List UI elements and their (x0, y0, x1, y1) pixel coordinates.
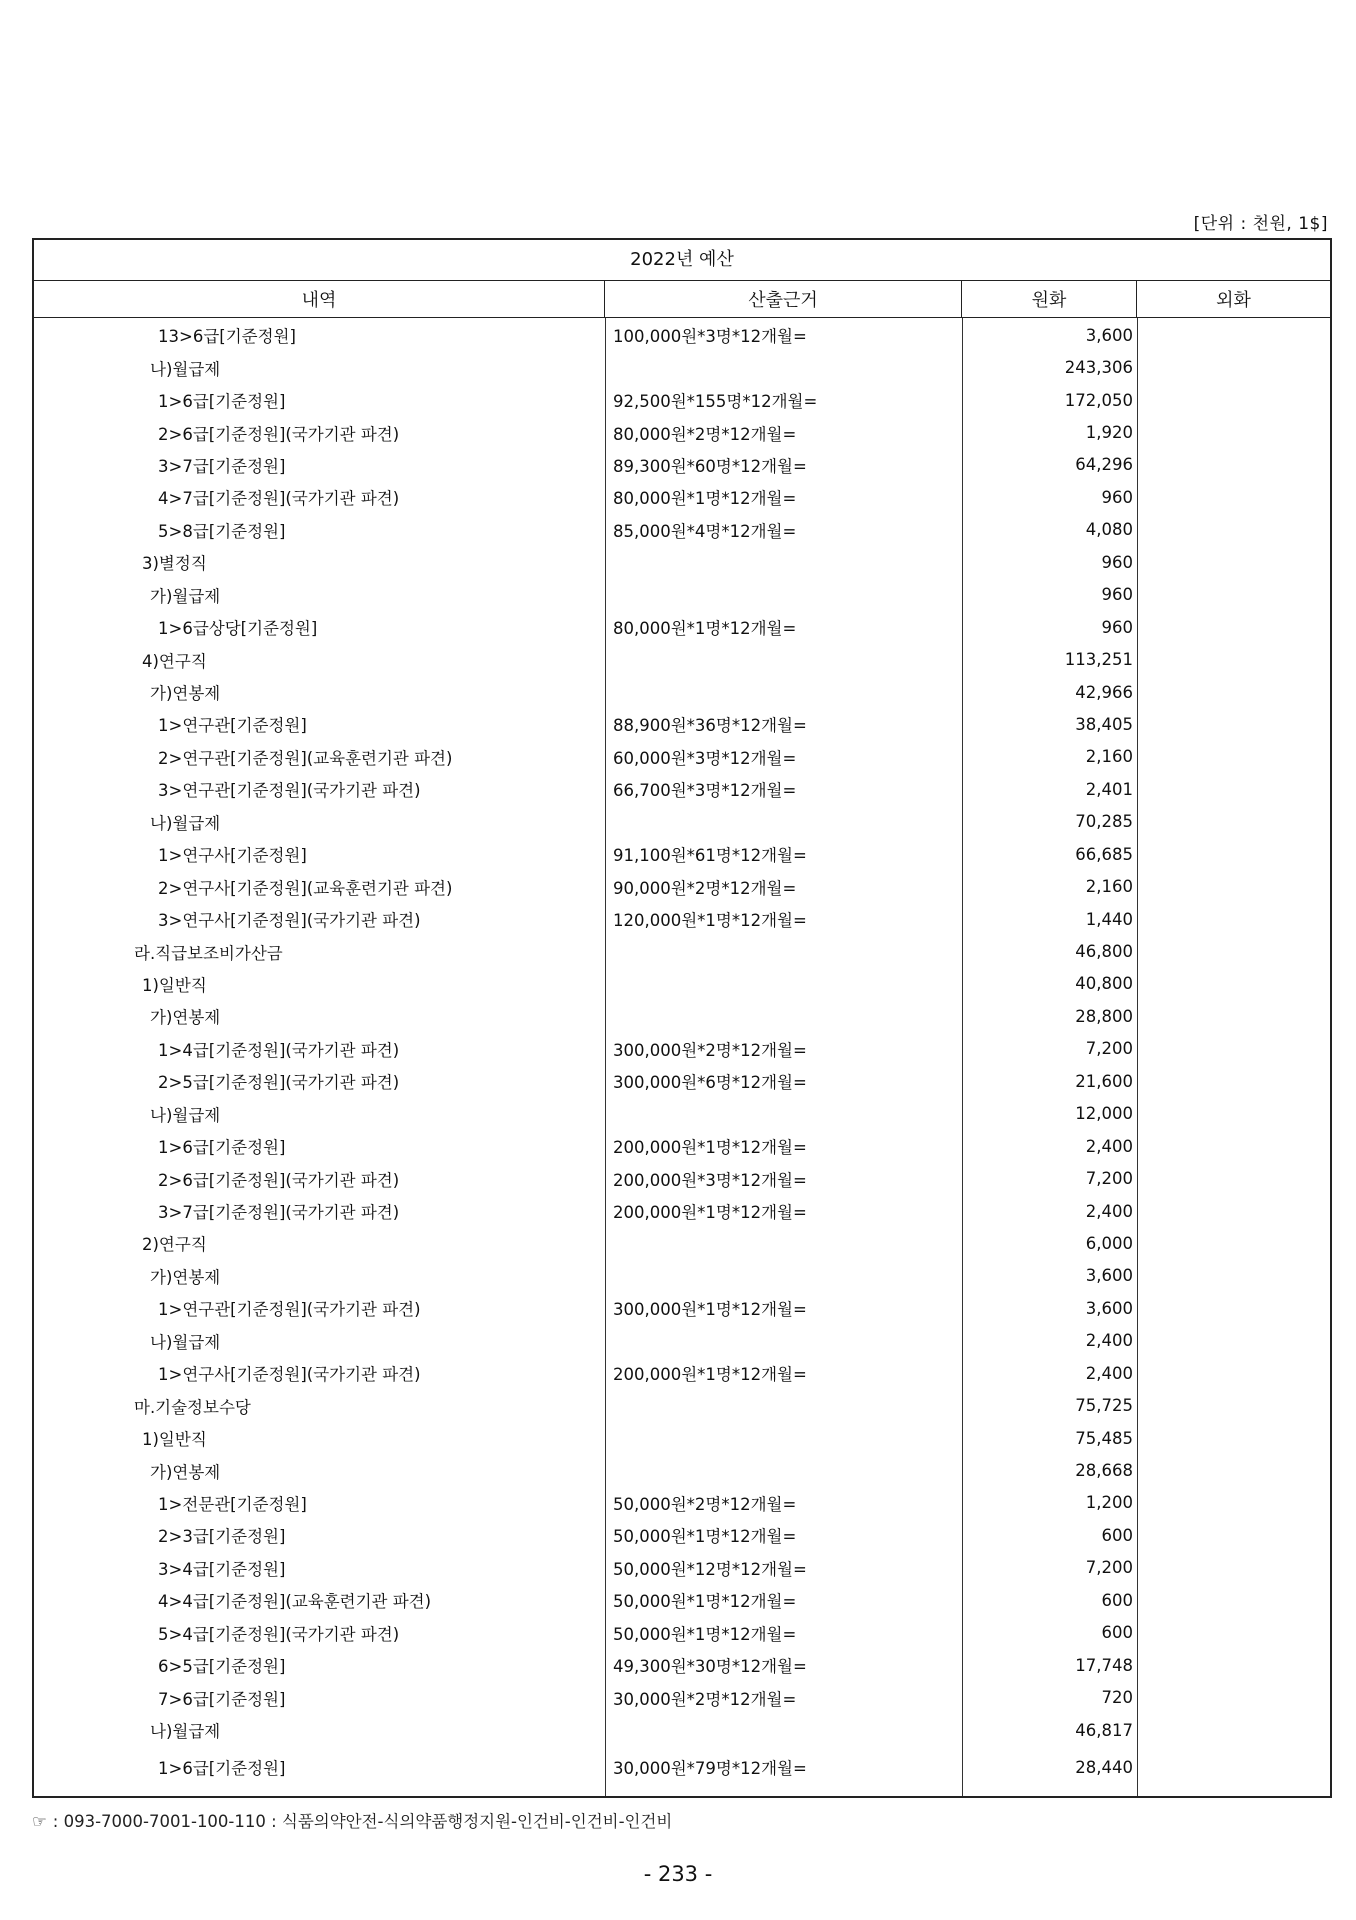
row-item: 3)별정직 (142, 554, 207, 574)
table-row (34, 1065, 1330, 1097)
row-krw: 2,400 (1085, 1136, 1133, 1156)
table-title: 2022년 예산 (34, 240, 1330, 281)
row-krw: 4,080 (1085, 520, 1133, 540)
row-item: 1>연구사[기준정원] (158, 846, 307, 866)
row-item: 3>7급[기준정원] (158, 456, 286, 476)
row-item: 나)월급제 (150, 1105, 221, 1125)
table-row (34, 546, 1330, 578)
row-item: 가)월급제 (150, 586, 221, 606)
row-item: 나)월급제 (150, 1722, 221, 1742)
table-row (34, 416, 1330, 448)
page-number: - 233 - (643, 1862, 713, 1886)
row-item: 나)월급제 (150, 813, 221, 833)
row-basis: 80,000원*1명*12개월= (613, 489, 797, 509)
row-item: 5>4급[기준정원](국가기관 파견) (158, 1624, 400, 1644)
footer-code (32, 1808, 672, 1832)
row-krw: 960 (1101, 617, 1133, 637)
row-krw: 2,400 (1085, 1201, 1133, 1221)
row-krw: 720 (1101, 1688, 1133, 1708)
footer-code-text: : 093-7000-7001-100-110 : 식품의약안전-식의약품행정지원-인건비-인건비-인건비 (52, 1812, 673, 1831)
table-row (34, 1098, 1330, 1130)
row-item: 2>6급[기준정원](국가기관 파견) (158, 424, 400, 444)
row-krw: 960 (1101, 552, 1133, 572)
row-basis: 50,000원*2명*12개월= (613, 1494, 797, 1514)
table-row (34, 1714, 1330, 1746)
row-basis: 120,000원*1명*12개월= (613, 911, 807, 931)
row-basis: 49,300원*30명*12개월= (613, 1657, 807, 1677)
table-row (34, 773, 1330, 805)
row-item: 2>연구관[기준정원](교육훈련기관 파견) (158, 748, 453, 768)
row-item: 3>연구사[기준정원](국가기관 파견) (158, 911, 421, 931)
row-item: 2)연구직 (142, 1235, 207, 1255)
row-item: 5>8급[기준정원] (158, 521, 286, 541)
row-krw: 38,405 (1075, 714, 1133, 734)
table-row (34, 351, 1330, 383)
row-krw: 2,401 (1085, 779, 1133, 799)
column-divider (962, 318, 963, 1796)
row-krw: 64,296 (1075, 455, 1133, 475)
table-row (34, 1260, 1330, 1292)
table-row (34, 1227, 1330, 1259)
row-krw: 12,000 (1075, 1104, 1133, 1124)
row-krw: 2,160 (1085, 747, 1133, 767)
row-krw: 600 (1101, 1590, 1133, 1610)
table-row (34, 1130, 1330, 1162)
table-row (34, 1617, 1330, 1649)
row-item: 가)연봉제 (150, 1267, 221, 1287)
row-basis: 200,000원*1명*12개월= (613, 1365, 807, 1385)
header-basis: 산출근거 (605, 281, 962, 317)
row-krw: 21,600 (1075, 1071, 1133, 1091)
row-item: 1>6급[기준정원] (158, 1759, 286, 1779)
row-item: 1>4급[기준정원](국가기관 파견) (158, 1040, 400, 1060)
row-krw: 7,200 (1085, 1169, 1133, 1189)
row-krw: 75,725 (1075, 1396, 1133, 1416)
row-item: 6>5급[기준정원] (158, 1657, 286, 1677)
row-krw: 2,400 (1085, 1363, 1133, 1383)
row-item: 1>6급[기준정원] (158, 392, 286, 412)
row-krw: 42,966 (1075, 682, 1133, 702)
row-krw: 46,817 (1075, 1720, 1133, 1740)
row-krw: 70,285 (1075, 812, 1133, 832)
row-basis: 88,900원*36명*12개월= (613, 716, 807, 736)
table-row (34, 806, 1330, 838)
table-row (34, 1292, 1330, 1324)
table-row (34, 481, 1330, 513)
row-basis: 50,000원*12명*12개월= (613, 1559, 807, 1579)
row-basis: 66,700원*3명*12개월= (613, 781, 797, 801)
pointing-hand-icon: ☞ (32, 1812, 47, 1831)
table-row (34, 1746, 1330, 1788)
row-item: 1)일반직 (142, 975, 207, 995)
row-item: 1>전문관[기준정원] (158, 1494, 307, 1514)
row-krw: 3,600 (1085, 1266, 1133, 1286)
table-row (34, 870, 1330, 902)
table-row (34, 514, 1330, 546)
row-item: 1>6급[기준정원] (158, 1138, 286, 1158)
table-row (34, 676, 1330, 708)
table-row (34, 903, 1330, 935)
row-krw: 600 (1101, 1525, 1133, 1545)
row-krw: 600 (1101, 1623, 1133, 1643)
table-row (34, 449, 1330, 481)
table-row (34, 1000, 1330, 1032)
header-fx: 외화 (1216, 290, 1251, 311)
row-item: 1>연구관[기준정원] (158, 716, 307, 736)
row-basis: 200,000원*1명*12개월= (613, 1138, 807, 1158)
row-item: 3>4급[기준정원] (158, 1559, 286, 1579)
row-basis: 60,000원*3명*12개월= (613, 748, 797, 768)
row-krw: 172,050 (1064, 390, 1133, 410)
column-divider (1137, 318, 1138, 1796)
row-basis: 50,000원*1명*12개월= (613, 1527, 797, 1547)
table-row (34, 968, 1330, 1000)
row-basis: 300,000원*2명*12개월= (613, 1040, 807, 1060)
row-basis: 80,000원*1명*12개월= (613, 619, 797, 639)
row-item: 4)연구직 (142, 651, 207, 671)
table-header (34, 281, 1330, 318)
row-krw: 1,920 (1085, 423, 1133, 443)
row-krw: 3,600 (1085, 325, 1133, 345)
column-divider (605, 318, 606, 1796)
table-row (34, 1422, 1330, 1454)
row-basis: 30,000원*2명*12개월= (613, 1689, 797, 1709)
table-row (34, 319, 1330, 351)
row-item: 4>7급[기준정원](국가기관 파견) (158, 489, 400, 509)
unit-note: [단위 : 천원, 1$] (1193, 214, 1328, 234)
table-row (34, 741, 1330, 773)
row-krw: 46,800 (1075, 942, 1133, 962)
row-item: 1>연구관[기준정원](국가기관 파견) (158, 1300, 421, 1320)
row-krw: 66,685 (1075, 844, 1133, 864)
row-item: 7>6급[기준정원] (158, 1689, 286, 1709)
row-basis: 50,000원*1명*12개월= (613, 1624, 797, 1644)
row-item: 가)연봉제 (150, 684, 221, 704)
row-item: 3>연구관[기준정원](국가기관 파견) (158, 781, 421, 801)
row-item: 2>5급[기준정원](국가기관 파견) (158, 1073, 400, 1093)
table-row (34, 838, 1330, 870)
table-row (34, 611, 1330, 643)
row-krw: 28,440 (1075, 1757, 1133, 1777)
row-krw: 1,200 (1085, 1493, 1133, 1513)
row-item: 나)월급제 (150, 359, 221, 379)
row-item: 1)일반직 (142, 1430, 207, 1450)
table-row (34, 1519, 1330, 1551)
table-row (34, 1649, 1330, 1681)
row-item: 3>7급[기준정원](국가기관 파견) (158, 1203, 400, 1223)
table-row (34, 1325, 1330, 1357)
table-row (34, 1552, 1330, 1584)
row-item: 2>6급[기준정원](국가기관 파견) (158, 1170, 400, 1190)
row-krw: 960 (1101, 487, 1133, 507)
row-item: 4>4급[기준정원](교육훈련기관 파견) (158, 1592, 432, 1612)
row-krw: 113,251 (1064, 650, 1133, 670)
table-body (34, 318, 1330, 1796)
row-krw: 7,200 (1085, 1039, 1133, 1059)
row-basis: 85,000원*4명*12개월= (613, 521, 797, 541)
row-item: 2>3급[기준정원] (158, 1527, 286, 1547)
header-item: 내역 (34, 281, 605, 317)
row-krw: 28,668 (1075, 1461, 1133, 1481)
row-krw: 243,306 (1064, 358, 1133, 378)
row-krw: 3,600 (1085, 1298, 1133, 1318)
row-basis: 91,100원*61명*12개월= (613, 846, 807, 866)
row-basis: 100,000원*3명*12개월= (613, 327, 807, 347)
row-krw: 1,440 (1085, 909, 1133, 929)
table-row (34, 1584, 1330, 1616)
row-item: 라.직급보조비가산금 (134, 943, 283, 963)
table-row (34, 1195, 1330, 1227)
row-item: 가)연봉제 (150, 1462, 221, 1482)
row-basis: 80,000원*2명*12개월= (613, 424, 797, 444)
row-basis: 92,500원*155명*12개월= (613, 392, 818, 412)
row-item: 2>연구사[기준정원](교육훈련기관 파견) (158, 878, 453, 898)
table-row (34, 708, 1330, 740)
row-krw: 960 (1101, 585, 1133, 605)
row-basis: 200,000원*3명*12개월= (613, 1170, 807, 1190)
row-krw: 17,748 (1075, 1655, 1133, 1675)
table-row (34, 1389, 1330, 1421)
row-basis: 300,000원*6명*12개월= (613, 1073, 807, 1093)
row-item: 13>6급[기준정원] (158, 327, 296, 347)
row-krw: 28,800 (1075, 1006, 1133, 1026)
row-krw: 40,800 (1075, 974, 1133, 994)
budget-table (32, 238, 1332, 1798)
row-krw: 2,160 (1085, 877, 1133, 897)
row-item: 1>연구사[기준정원](국가기관 파견) (158, 1365, 421, 1385)
row-krw: 7,200 (1085, 1558, 1133, 1578)
row-item: 나)월급제 (150, 1332, 221, 1352)
row-basis: 89,300원*60명*12개월= (613, 456, 807, 476)
row-basis: 50,000원*1명*12개월= (613, 1592, 797, 1612)
row-item: 마.기술정보수당 (134, 1397, 251, 1417)
row-basis: 200,000원*1명*12개월= (613, 1203, 807, 1223)
header-krw: 원화 (962, 281, 1137, 317)
table-row (34, 1454, 1330, 1486)
table-row (34, 643, 1330, 675)
row-basis: 90,000원*2명*12개월= (613, 878, 797, 898)
row-krw: 75,485 (1075, 1428, 1133, 1448)
table-row (34, 384, 1330, 416)
table-row (34, 1487, 1330, 1519)
row-basis: 30,000원*79명*12개월= (613, 1759, 807, 1779)
table-row (34, 1162, 1330, 1194)
table-row (34, 1357, 1330, 1389)
table-rows (34, 318, 1330, 1796)
table-row (34, 579, 1330, 611)
row-item: 1>6급상당[기준정원] (158, 619, 318, 639)
table-row (34, 935, 1330, 967)
table-row (34, 1033, 1330, 1065)
row-krw: 6,000 (1085, 1233, 1133, 1253)
row-krw: 2,400 (1085, 1331, 1133, 1351)
table-row (34, 1681, 1330, 1713)
row-basis: 300,000원*1명*12개월= (613, 1300, 807, 1320)
row-item: 가)연봉제 (150, 1008, 221, 1028)
